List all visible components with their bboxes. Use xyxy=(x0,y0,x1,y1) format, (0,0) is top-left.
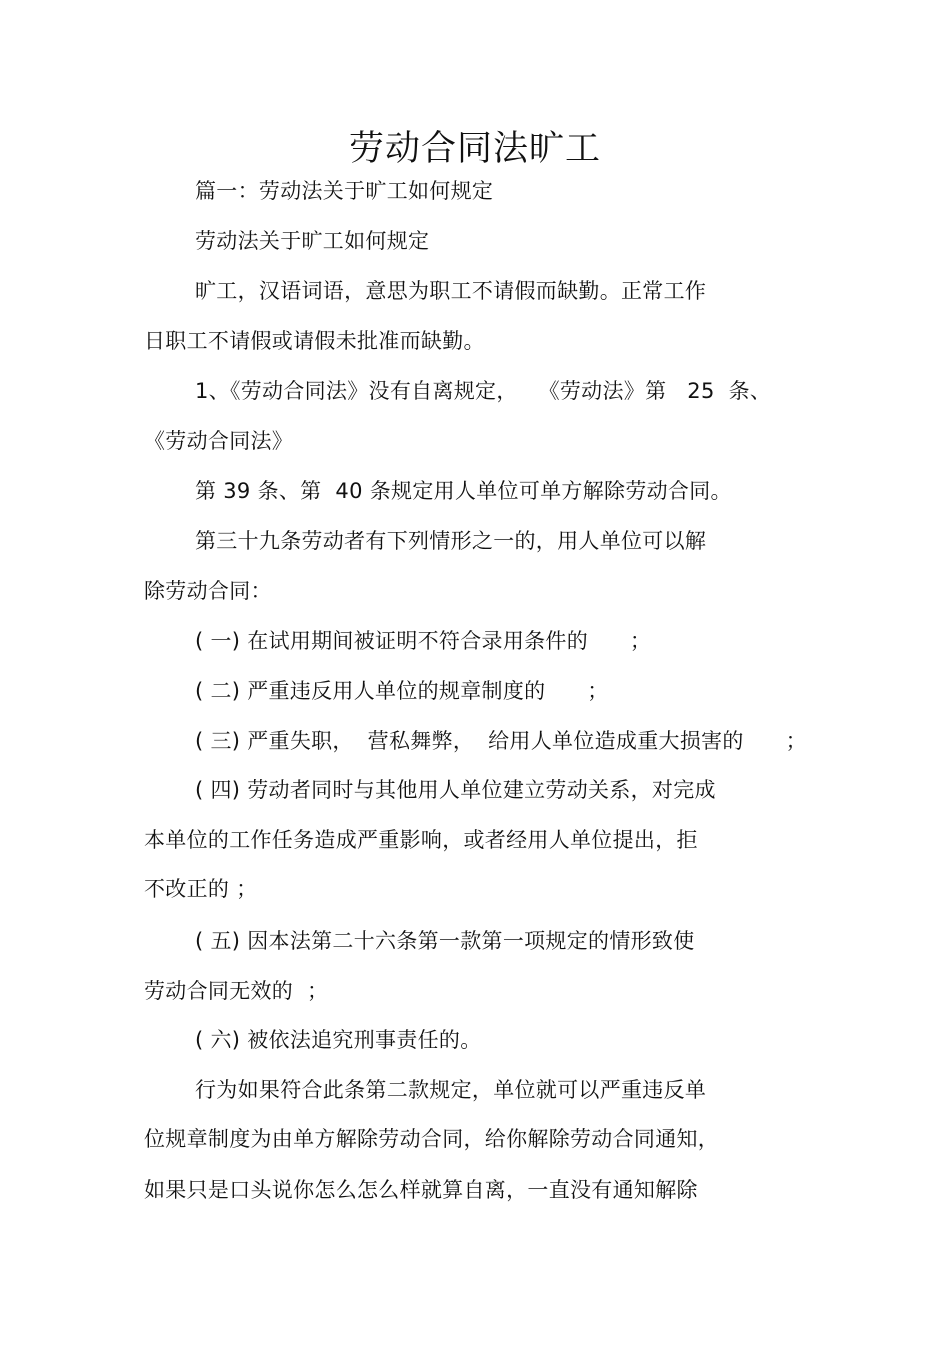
list-item: ( 二) 严重违反用人单位的规章制度的 ； xyxy=(195,679,609,703)
list-item: ( 一) 在试用期间被证明不符合录用条件的 ； xyxy=(195,629,652,653)
paragraph-line: 第三十九条劳动者有下列情形之一的，用人单位可以解 xyxy=(195,529,707,553)
paragraph-line: 位规章制度为由单方解除劳动合同，给你解除劳动合同通知， xyxy=(144,1127,720,1151)
paragraph-line: 旷工，汉语词语，意思为职工不请假而缺勤。正常工作 xyxy=(195,279,707,303)
paragraph-line: 《劳动合同法》 xyxy=(144,429,294,453)
list-item: ( 五) 因本法第二十六条第一款第一项规定的情形致使 xyxy=(195,929,695,953)
paragraph-line: 第 39 条、第 40 条规定用人单位可单方解除劳动合同。 xyxy=(195,479,732,503)
paragraph-line: 日职工不请假或请假未批准而缺勤。 xyxy=(144,329,485,353)
list-item-continued: 不改正的 ； xyxy=(144,877,258,901)
list-item-continued: 本单位的工作任务造成严重影响，或者经用人单位提出，拒 xyxy=(144,828,698,852)
section-heading: 篇一：劳动法关于旷工如何规定 xyxy=(195,179,494,203)
paragraph-line: 如果只是口头说你怎么怎么样就算自离，一直没有通知解除 xyxy=(144,1178,698,1202)
paragraph-line: 行为如果符合此条第二款规定，单位就可以严重违反单 xyxy=(195,1078,707,1102)
list-item-continued: 劳动合同无效的 ； xyxy=(144,979,329,1003)
list-item: ( 四) 劳动者同时与其他用人单位建立劳动关系，对完成 xyxy=(195,778,716,802)
list-item: ( 三) 严重失职， 营私舞弊， 给用人单位造成重大损害的 ； xyxy=(195,729,807,753)
subheading: 劳动法关于旷工如何规定 xyxy=(195,229,430,253)
list-item: ( 六) 被依法追究刑事责任的。 xyxy=(195,1028,482,1052)
paragraph-line: 1、《劳动合同法》没有自离规定， 《劳动法》第 25 条、 xyxy=(195,379,772,403)
paragraph-line: 除劳动合同： xyxy=(144,579,272,603)
page-title: 劳动合同法旷工 xyxy=(348,129,601,169)
